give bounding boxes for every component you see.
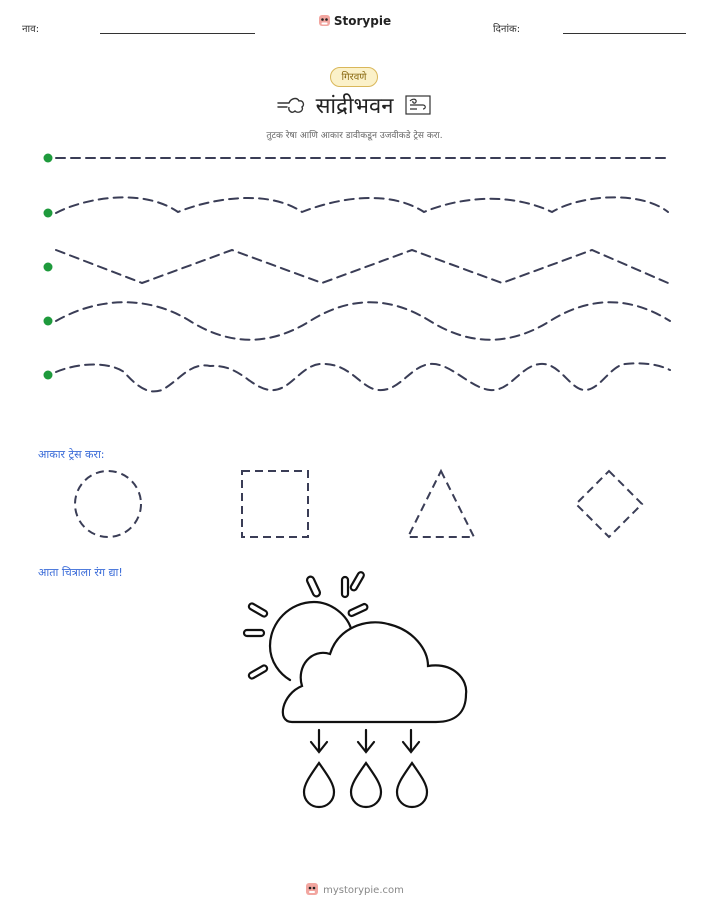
date-label: दिनांक: bbox=[493, 24, 521, 35]
page-title bbox=[0, 90, 709, 120]
start-dot bbox=[44, 154, 53, 163]
instructions: तुटक रेषा आणि आकार डावीकडून उजवीकडे ट्रेस करा. bbox=[266, 131, 443, 141]
trace-shape-circle[interactable] bbox=[75, 471, 141, 537]
storypie-mascot-icon bbox=[318, 14, 331, 27]
name-field-line[interactable] bbox=[100, 33, 255, 34]
coloring-section-label: आता चित्राला रंग द्या! bbox=[38, 566, 123, 579]
sun-cloud-rain-icon[interactable] bbox=[230, 570, 480, 815]
shapes-section-label: आकार ट्रेस करा: bbox=[38, 448, 105, 461]
start-dot bbox=[44, 371, 53, 380]
start-dot bbox=[44, 317, 53, 326]
trace-shape-square[interactable] bbox=[242, 471, 308, 537]
trace-shape-diamond[interactable] bbox=[576, 471, 642, 537]
wind-box-icon bbox=[403, 94, 433, 116]
brand-name: Storypie bbox=[333, 14, 392, 28]
trace-line-zigzag[interactable] bbox=[56, 250, 668, 283]
trace-shape-triangle[interactable] bbox=[408, 471, 474, 537]
trace-lines-area bbox=[0, 140, 709, 400]
trace-line-deep-wave[interactable] bbox=[56, 363, 670, 391]
start-dot bbox=[44, 209, 53, 218]
trace-line-wave[interactable] bbox=[56, 302, 670, 340]
brand bbox=[0, 14, 709, 28]
storypie-mascot-icon bbox=[305, 882, 319, 896]
trace-line-gentle-wave[interactable] bbox=[56, 197, 668, 213]
date-field-line[interactable] bbox=[563, 33, 686, 34]
trace-shapes-area bbox=[0, 462, 709, 544]
start-dot bbox=[44, 263, 53, 272]
footer bbox=[0, 882, 709, 896]
wind-gust-icon bbox=[276, 94, 306, 116]
footer-url[interactable]: mystorypie.com bbox=[323, 885, 404, 896]
title-text: सांद्रीभवन bbox=[315, 94, 394, 119]
name-label: नाव: bbox=[22, 24, 40, 35]
category-badge: गिरवणे bbox=[330, 67, 378, 87]
